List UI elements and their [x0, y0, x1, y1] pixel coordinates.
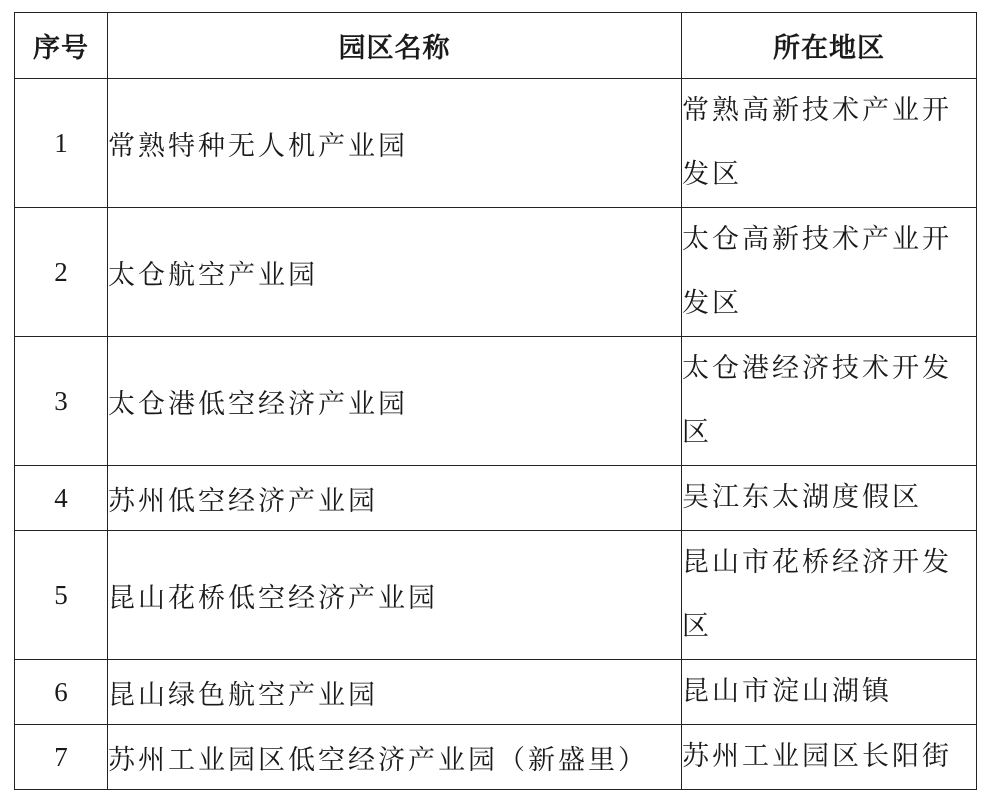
region: 太仓港经济技术开发区: [682, 337, 977, 466]
park-name: 太仓港低空经济产业园: [108, 337, 682, 466]
row-number: 2: [15, 208, 108, 337]
table-row: [15, 531, 977, 660]
region: 昆山市花桥经济开发区: [682, 531, 977, 660]
park-name: 苏州工业园区低空经济产业园（新盛里）: [108, 725, 682, 790]
table-header-row: [15, 13, 977, 79]
header-park-name: 园区名称: [108, 13, 682, 79]
table-row: [15, 208, 977, 337]
row-number: 5: [15, 531, 108, 660]
region: 常熟高新技术产业开发区: [682, 79, 977, 208]
table-row: [15, 79, 977, 208]
header-region: 所在地区: [682, 13, 977, 79]
row-number: 4: [15, 466, 108, 531]
row-number: 3: [15, 337, 108, 466]
industrial-park-table: [14, 12, 977, 790]
park-name: 苏州低空经济产业园: [108, 466, 682, 531]
table-row: [15, 660, 977, 725]
row-number: 1: [15, 79, 108, 208]
table-row: [15, 466, 977, 531]
park-name: 常熟特种无人机产业园: [108, 79, 682, 208]
region: 吴江东太湖度假区: [682, 466, 977, 531]
table-row: [15, 337, 977, 466]
header-number: 序号: [15, 13, 108, 79]
table-row: [15, 725, 977, 790]
region: 苏州工业园区长阳街: [682, 725, 977, 790]
row-number: 6: [15, 660, 108, 725]
row-number: 7: [15, 725, 108, 790]
region: 昆山市淀山湖镇: [682, 660, 977, 725]
region: 太仓高新技术产业开发区: [682, 208, 977, 337]
park-name: 昆山花桥低空经济产业园: [108, 531, 682, 660]
park-name: 昆山绿色航空产业园: [108, 660, 682, 725]
park-name: 太仓航空产业园: [108, 208, 682, 337]
